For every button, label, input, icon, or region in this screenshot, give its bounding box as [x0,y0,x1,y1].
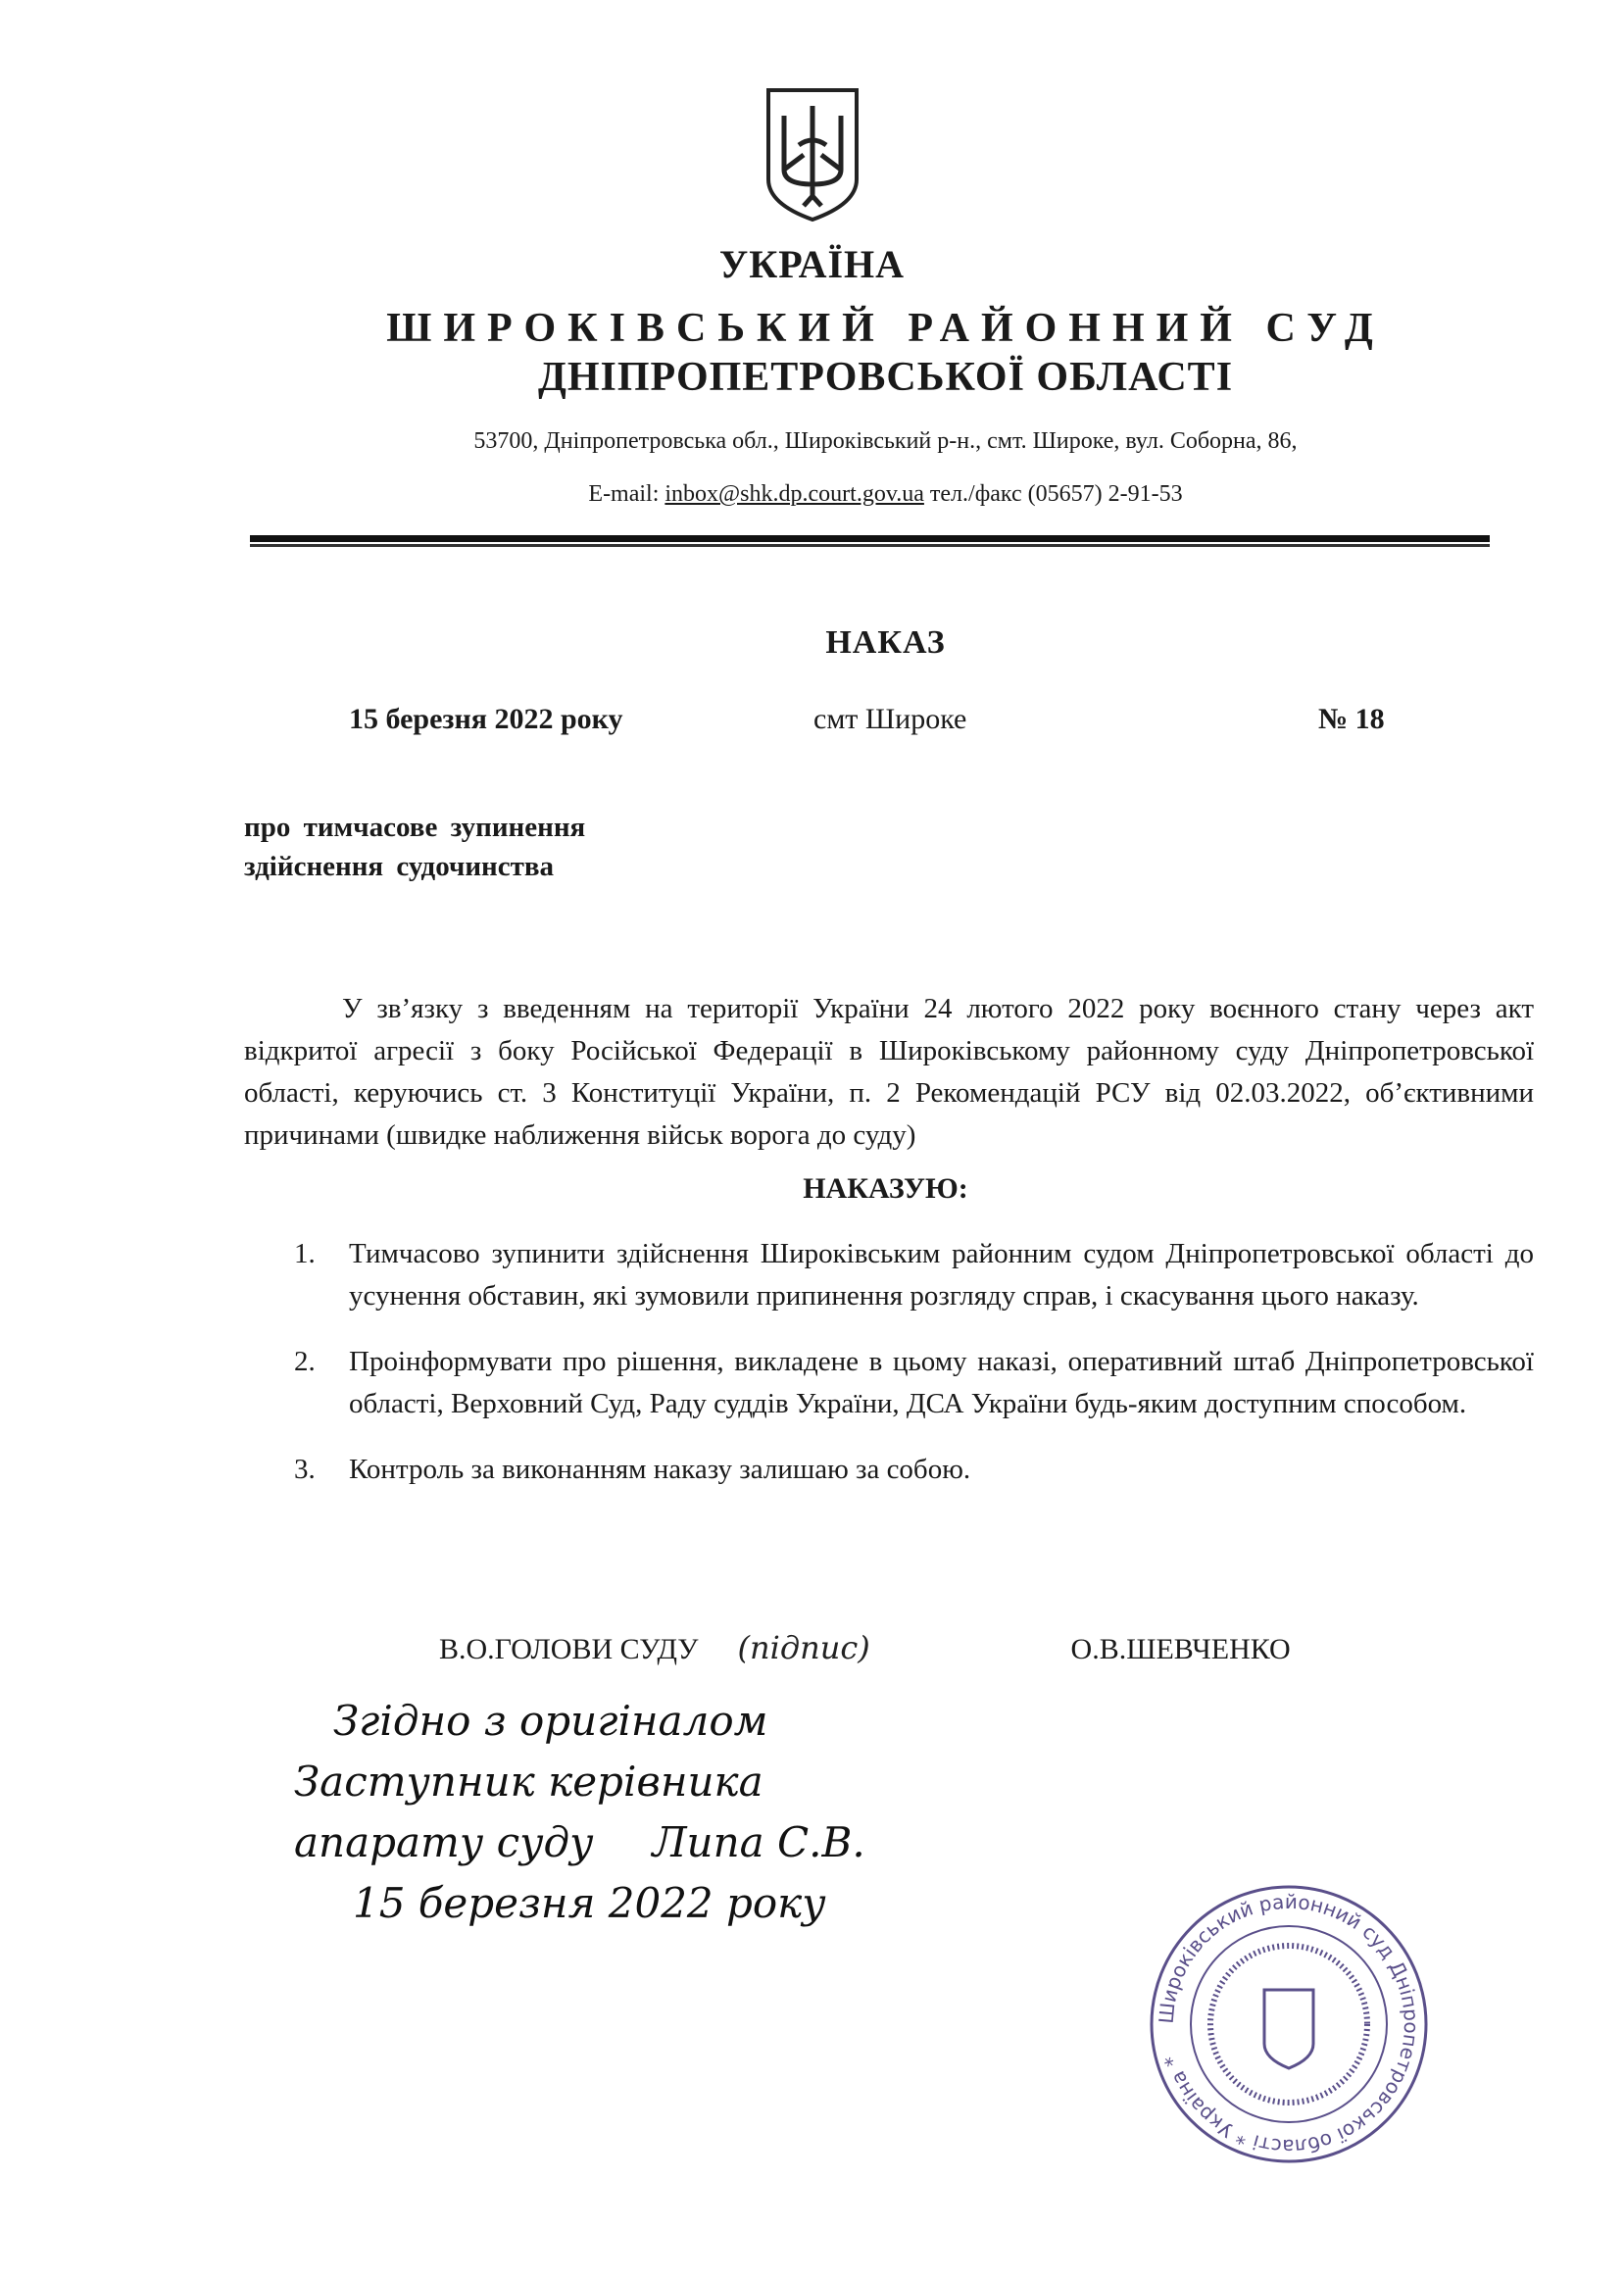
certification-line: Липа С.В. [652,1818,865,1866]
certification-line: апарату суду [294,1818,594,1866]
certification-row [294,1812,1039,1873]
court-name-line1: ШИРОКІВСЬКИЙ РАЙОННИЙ СУД [386,306,1385,351]
item-number: 1. [294,1238,316,1269]
item-text: Проінформувати про рішення, викладене в цьому наказі, оперативний штаб Дніпропетровської області, Верховний Суд, Раду суддів України, ДСА України будь-яким доступним способом. [349,1346,1534,1419]
order-item [294,1449,1534,1491]
subject-line: здійснення судочинства [244,851,555,882]
stamp-ring-text: Широківський районний суд Дніпропетровської області * Україна * [1154,1889,1424,2159]
order-heading: НАКАЗУЮ: [803,1172,968,1205]
certification-note [294,1691,1039,1934]
document-meta-row [0,702,1624,737]
document-date: 15 березня 2022 року [349,703,623,735]
court-seal-stamp [1147,1882,1431,2166]
svg-text:Широківський районний суд Дніп [1155,1890,1424,2158]
signatory-position: В.О.ГОЛОВИ СУДУ [439,1633,699,1665]
order-item [294,1233,1534,1317]
document-place: смт Широке [813,703,967,735]
preamble-paragraph: У зв’язку з введенням на території України 24 лютого 2022 року воєнного стану через акт відкритої агресії з боку Російської Федерації в Широківському районному суду Дніпропетровської області, керуючись ст. 3 Конституції України, п. 2 Рекомендацій РСУ від 02.03.2022, об’єктивними причинами (швидке наближення військ ворога до суду) [244,993,1534,1151]
email-link[interactable]: inbox@shk.dp.court.gov.ua [664,481,924,507]
handwritten-signature-mark: (підпис) [737,1629,870,1666]
document-number: № 18 [1318,703,1385,735]
header-divider [250,535,1490,542]
item-number: 2. [294,1346,316,1377]
document-subject [244,808,1624,886]
header-divider-thin [250,544,1490,547]
court-address: 53700, Дніпропетровська обл., Широківський р-н., смт. Широке, вул. Соборна, 86, [473,428,1298,454]
email-label: E-mail: [588,481,660,507]
signature-row [0,1628,1624,1669]
item-number: 3. [294,1454,316,1485]
subject-line: про тимчасове зупинення [244,812,586,843]
contact-line [0,478,1624,510]
certification-line: Згідно з оригіналом [333,1697,768,1745]
document-title: НАКАЗ [825,624,946,661]
order-item [294,1341,1534,1425]
item-text: Контроль за виконанням наказу залишаю за собою. [349,1454,971,1485]
signatory-name: О.В.ШЕВЧЕНКО [1070,1633,1291,1665]
phone: тел./факс (05657) 2-91-53 [929,481,1183,507]
certification-line: 15 березня 2022 року [353,1879,826,1927]
certification-line: Заступник керівника [294,1758,763,1806]
item-text: Тимчасово зупинити здійснення Широківським районним судом Дніпропетровської області до усунення обставин, які зумовили припинення розгляду справ, і скасування цього наказу. [349,1238,1534,1312]
court-name-line2: ДНІПРОПЕТРОВСЬКОЇ ОБЛАСТІ [537,355,1234,400]
country-heading: УКРАЇНА [718,242,906,286]
trident-emblem-icon [764,86,861,223]
